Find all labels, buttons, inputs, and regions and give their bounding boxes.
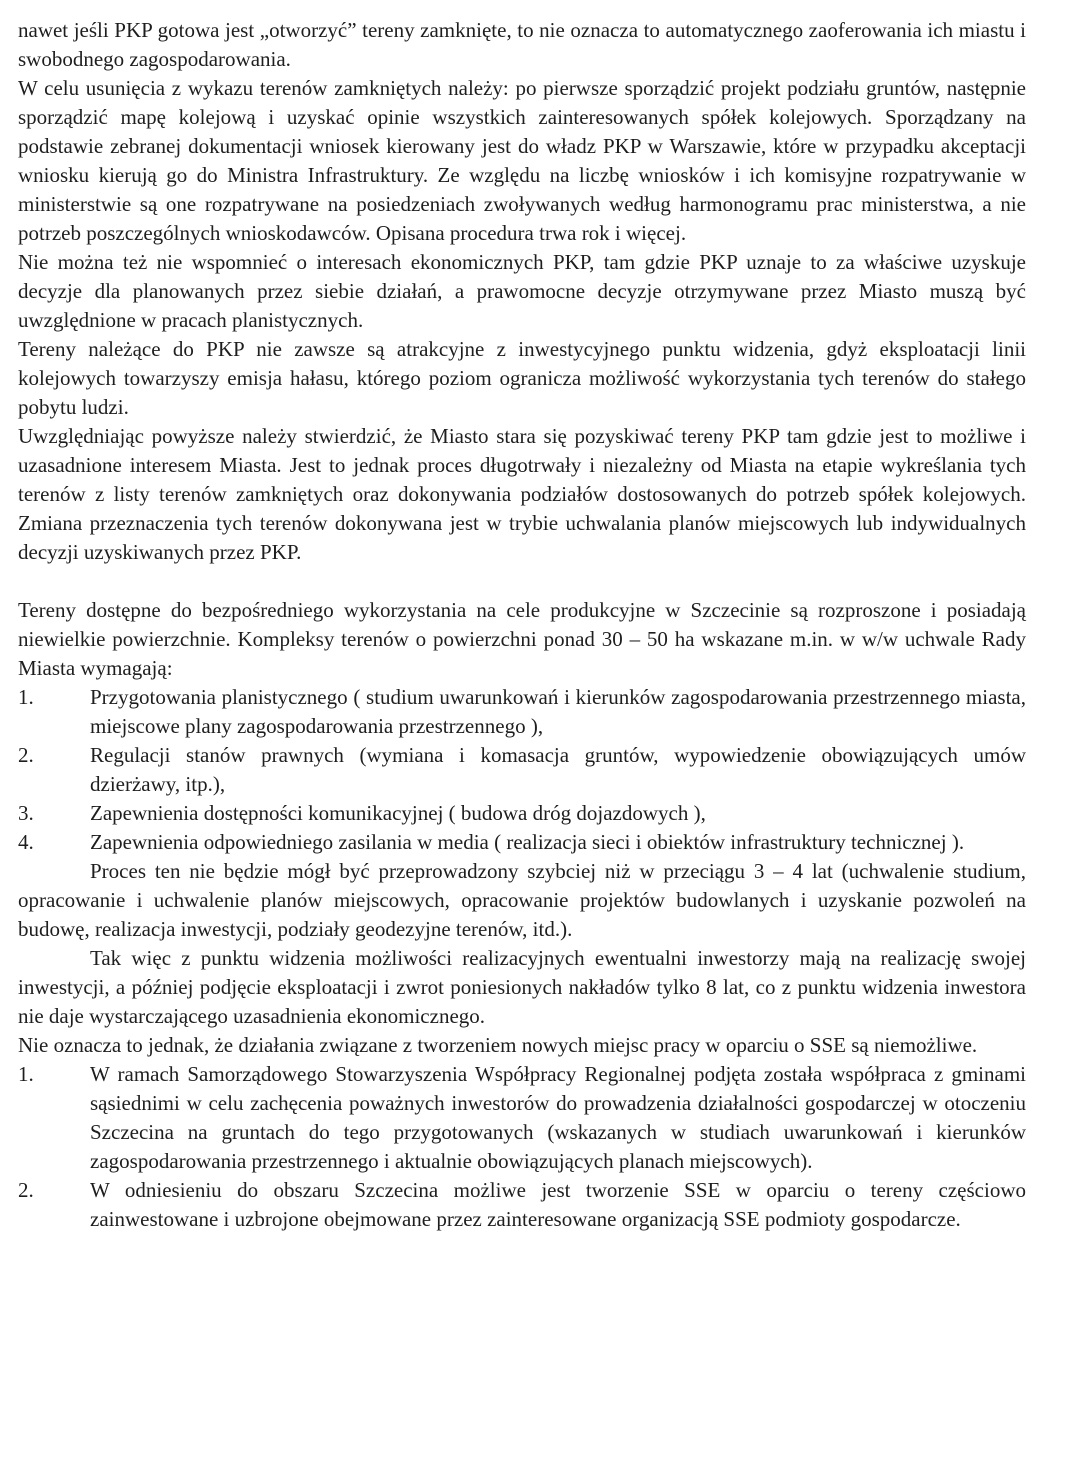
paragraph-sse: Nie oznacza to jednak, że działania związane z tworzeniem nowych miejsc pracy w oparciu o SSE są niemożliwe. [18,1033,978,1057]
list-item-number: 2. [18,1178,34,1202]
list-item-number: 2. [18,743,34,767]
list-item-text: Zapewnienia odpowiedniego zasilania w media ( realizacja sieci i obiektów infrastruktury technicznej ). [90,830,965,854]
list-item-text: W ramach Samorządowego Stowarzyszenia Współpracy Regionalnej podjęta została współpraca z gminami sąsiednimi w celu zachęcenia poważnych inwestorów do prowadzenia działalności gospodarczej w otoczeniu Szczecina na gruntach do tego przygotowanych (wskazanych w studiach uwarunkowań i kierunków zagospodarowania przestrzennego i aktualnie obowiązujących planach miejscowych). [90,1062,1026,1173]
paragraph-pkp-noise: Tereny należące do PKP nie zawsze są atrakcyjne z inwestycyjnego punktu widzenia, gdyż eksploatacji linii kolejowych towarzyszy emisja hałasu, którego poziom ogranicza możliwość wykorzystania tych terenów do stałego pobytu ludzi. [18,337,1026,419]
list-item-number: 3. [18,801,34,825]
list-item-text: Zapewnienia dostępności komunikacyjnej ( budowa dróg dojazdowych ), [90,801,706,825]
paragraph-production-areas: Tereny dostępne do bezpośredniego wykorzystania na cele produkcyjne w Szczecinie są rozproszone i posiadają niewielkie powierzchnie. Kompleksy terenów o powierzchni ponad 30 – 50 ha wskazane m.in. w w/w uchwale Rady Miasta wymagają: [18,598,1026,680]
paragraph-removal-procedure: W celu usunięcia z wykazu terenów zamkniętych należy: po pierwsze sporządzić projekt podziału gruntów, następnie sporządzić mapę kolejową i uzyskać opinie wszystkich zainteresowanych spółek kolejowych. Sporządzany na podstawie zebranej dokumentacji wniosek kierowany jest do władz PKP w Warszawie, które w przypadku akceptacji wniosku kierują go do Ministra Infrastruktury. Ze względu na liczbę wniosków i ich komisyjne rozpatrywanie w ministerstwie są one rozpatrywane na posiedzeniach zwoływanych według harmonogramu prac ministerstwa, a nie potrzeb poszczególnych wnioskodawców. Opisana procedura trwa rok i więcej. [18,76,1026,245]
paragraph-process-duration: Proces ten nie będzie mógł być przeprowadzony szybciej niż w przeciągu 3 – 4 lat (uchwalenie studium, opracowanie i uchwalenie planów miejscowych, opracowanie projektów budowlanych i uzyskanie pozwoleń na budowę, realizacja inwestycji, podziały geodezyjne terenów, itd.). [18,859,1026,941]
list-item-text: Regulacji stanów prawnych (wymiana i komasacja gruntów, wypowiedzenie obowiązujących umów dzierżawy, itp.), [90,743,1026,796]
paragraph-city-acquisition: Uwzględniając powyższe należy stwierdzić, że Miasto stara się pozyskiwać tereny PKP tam gdzie jest to możliwe i uzasadnione interesem Miasta. Jest to jednak proces długotrwały i niezależny od Miasta na etapie wykreślania tych terenów z listy terenów zamkniętych oraz dokonywania podziałów dostosowanych do potrzeb spółek kolejowych. Zmiana przeznaczenia tych terenów dokonywana jest w trybie uchwalania planów miejscowych lub indywidualnych decyzji uzyskiwanych przez PKP. [18,424,1026,564]
list-item [18,1060,1026,1176]
paragraph-gap [18,567,1026,596]
list-item-number: 1. [18,685,34,709]
paragraph-investors: Tak więc z punktu widzenia możliwości realizacyjnych ewentualni inwestorzy mają na realizację swojej inwestycji, a później podjęcie eksploatacji i zwrot poniesionych nakładów tylko 8 lat, co z punktu widzenia inwestora nie daje wystarczającego uzasadnienia ekonomicznego. [18,946,1026,1028]
list-item-text: W odniesieniu do obszaru Szczecina możliwe jest tworzenie SSE w oparciu o tereny częściowo zainwestowane i uzbrojone obejmowane przez zainteresowane organizacją SSE podmioty gospodarcze. [90,1178,1026,1231]
list-item [18,683,1026,741]
paragraph-pkp-open-areas: nawet jeśli PKP gotowa jest „otworzyć” tereny zamknięte, to nie oznacza to automatycznego zaoferowania ich miastu i swobodnego zagospodarowania. [18,18,1026,71]
document-page [18,16,1026,1234]
list-item-number: 4. [18,830,34,854]
list-item-number: 1. [18,1062,34,1086]
list-item [18,799,1026,828]
list-item [18,828,1026,857]
sse-list [18,1060,1026,1234]
requirements-list [18,683,1026,857]
list-item-text: Przygotowania planistycznego ( studium uwarunkowań i kierunków zagospodarowania przestrzennego miasta, miejscowe plany zagospodarowania przestrzennego ), [90,685,1026,738]
list-item [18,1176,1026,1234]
list-item [18,741,1026,799]
paragraph-pkp-economic-interests: Nie można też nie wspomnieć o interesach ekonomicznych PKP, tam gdzie PKP uznaje to za właściwe uzyskuje decyzje dla planowanych przez siebie działań, a prawomocne decyzje otrzymywane przez Miasto muszą być uwzględnione w pracach planistycznych. [18,250,1026,332]
